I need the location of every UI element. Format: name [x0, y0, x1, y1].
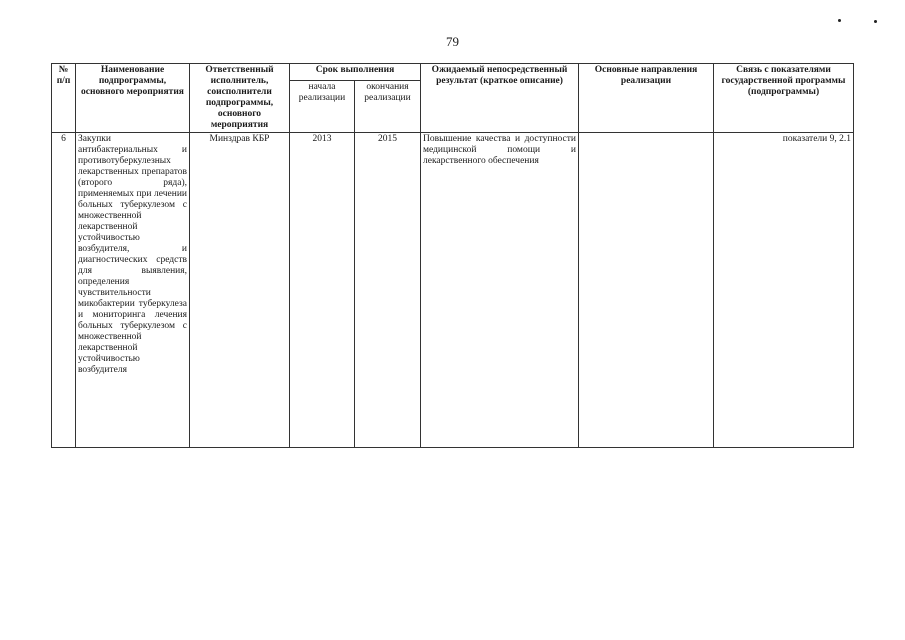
- header-term: Срок выполнения: [290, 64, 421, 81]
- header-result: Ожидаемый непосредственный результат (краткое описание): [421, 64, 579, 133]
- cell-number: 6: [52, 133, 76, 448]
- cell-link: показатели 9, 2.1: [714, 133, 854, 448]
- cell-responsible: Минздрав КБР: [190, 133, 290, 448]
- header-term-start: начала реализации: [290, 81, 355, 133]
- header-term-end: окончания реализации: [355, 81, 421, 133]
- cell-directions: [579, 133, 714, 448]
- header-number: № п/п: [52, 64, 76, 133]
- header-directions: Основные направления реализации: [579, 64, 714, 133]
- header-responsible: Ответственный исполнитель, соисполнители подпрограммы, основного мероприятия: [190, 64, 290, 133]
- header-link: Связь с показателями государственной программы (подпрограммы): [714, 64, 854, 133]
- cell-end: 2015: [355, 133, 421, 448]
- page-number: 79: [446, 34, 459, 49]
- scan-speck: [874, 20, 877, 23]
- cell-name: Закупки антибактериальных и противотуберкулезных лекарственных препаратов (второго ряда), применяемых при лечении больных туберкулезом с множественной лекарственной устойчивостью возбудителя, и диагностических средств для выявления, определения чувствительности микобактерии туберкулеза и мониторинга лечения больных туберкулезом с множественной лекарственной устойчивостью возбудителя: [76, 133, 190, 448]
- cell-start: 2013: [290, 133, 355, 448]
- scan-speck: [838, 19, 841, 22]
- header-name: Наименование подпрограммы, основного мероприятия: [76, 64, 190, 133]
- table-row: [52, 133, 854, 448]
- program-table: [51, 63, 854, 448]
- cell-result: Повышение качества и доступности медицинской помощи и лекарственного обеспечения: [421, 133, 579, 448]
